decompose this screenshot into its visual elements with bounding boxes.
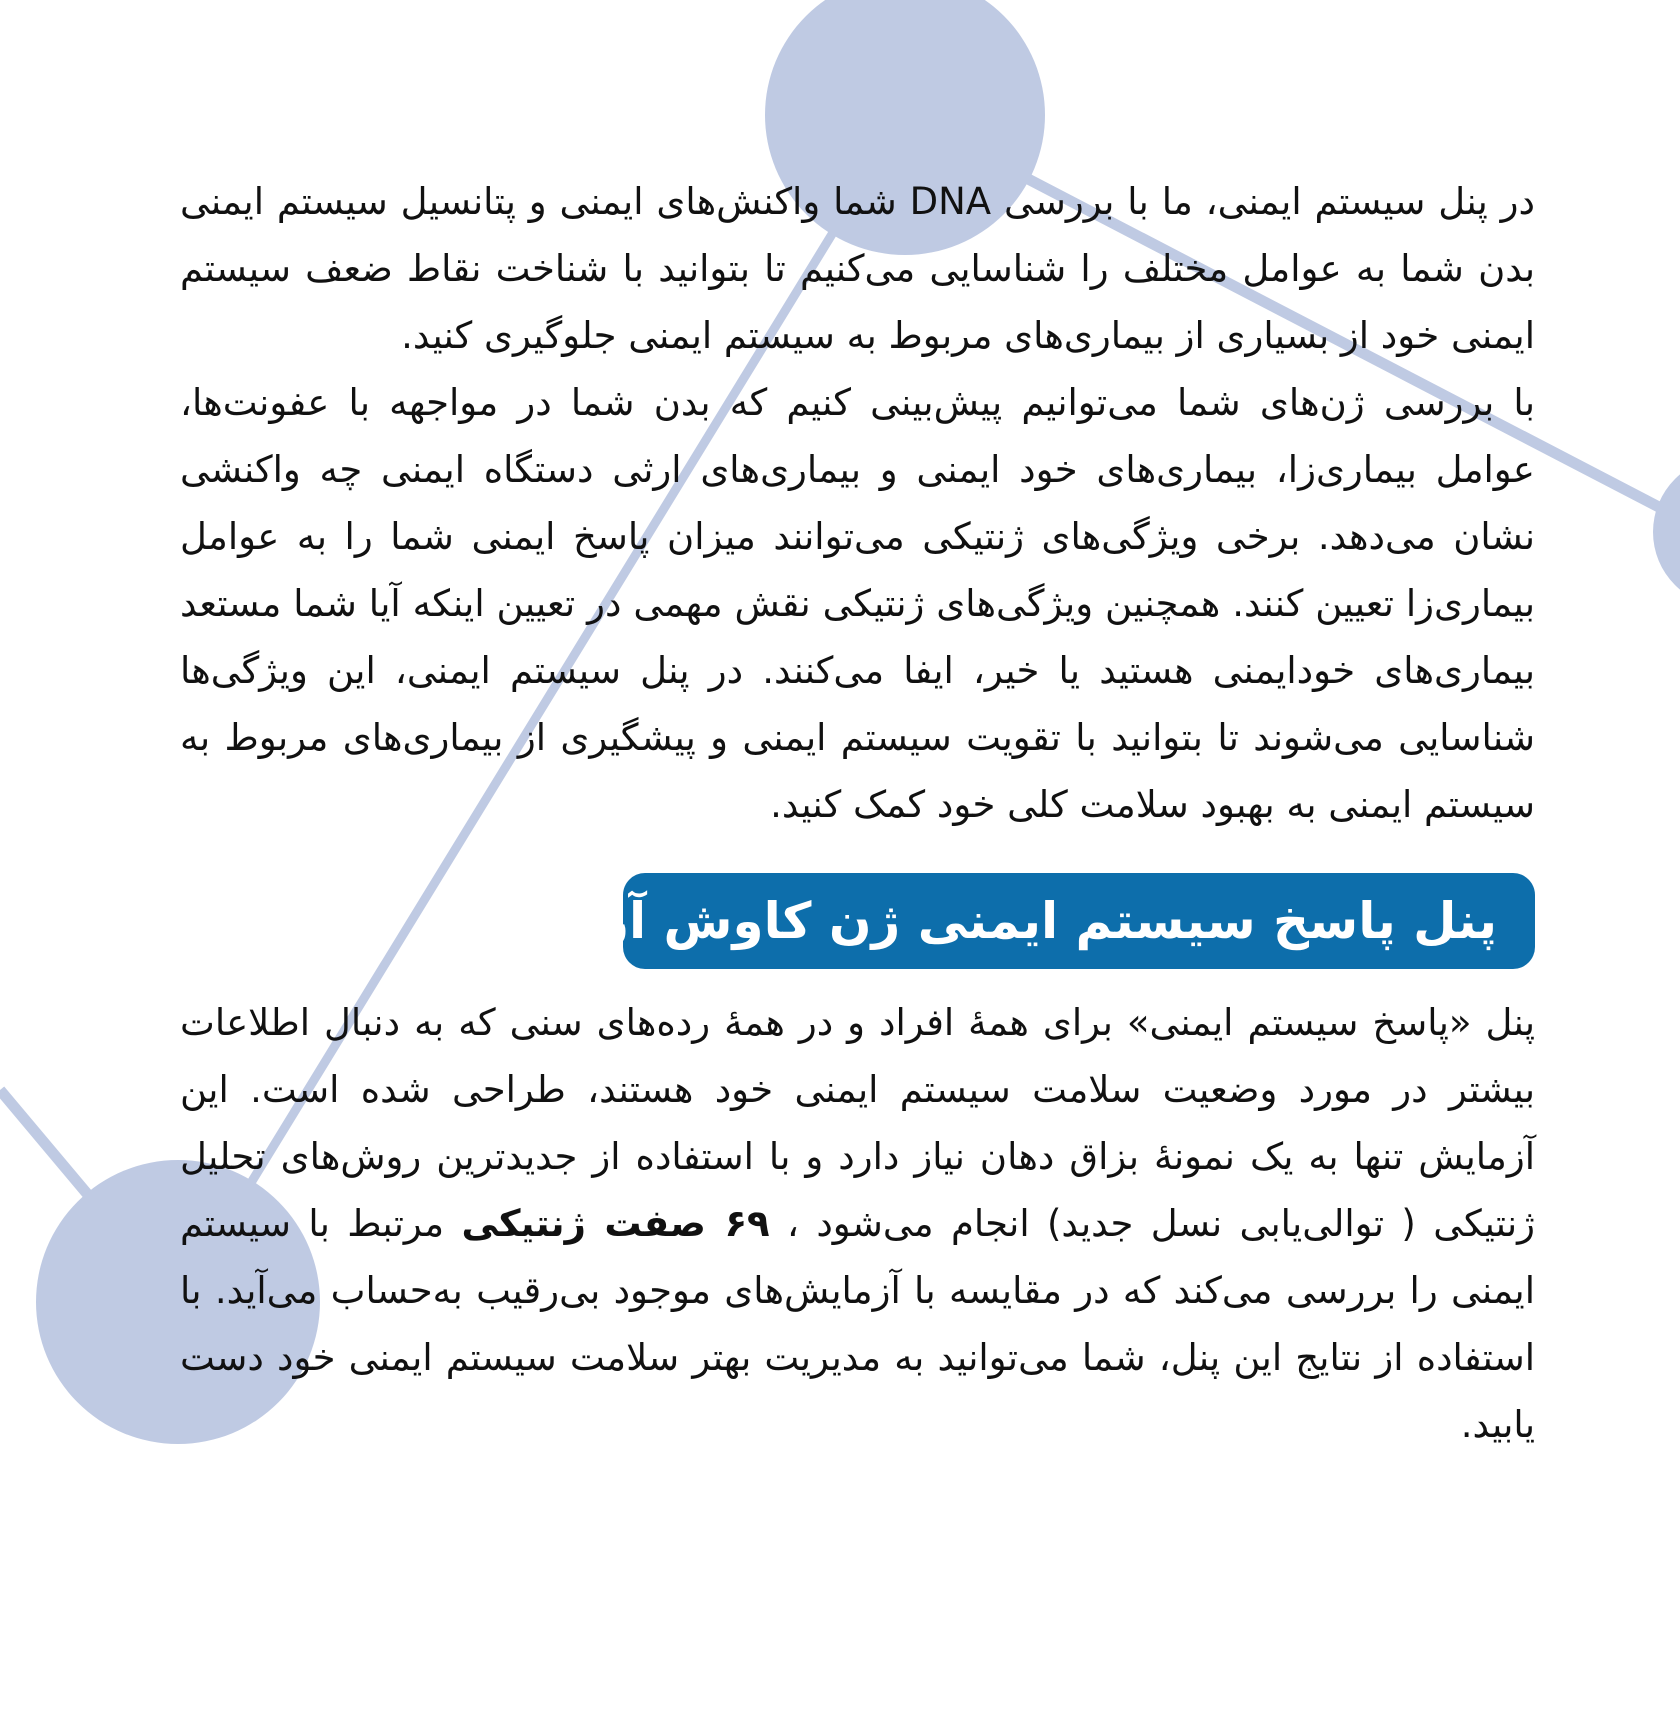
section-paragraph-text-1: پنل «پاسخ سیستم ایمنی» برای همهٔ افراد و در همهٔ رده‌های سنی که به دنبال اطلاعات بیشتر در مورد وضعیت سلامت سیستم ایمنی خود هستند، طراحی شده است. این آزمایش تنها به یک نمونهٔ بزاق دهان نیاز دارد و با استفاده از جدیدترین روش‌های تحلیل ژنتیکی ( توالی‌یابی نسل جدید) انجام می‌شود ،	[180, 1001, 1536, 1245]
section-paragraph-bold-text: ۶۹ صفت ژنتیکی	[461, 1202, 770, 1245]
section-heading-row	[180, 873, 1535, 969]
section-heading-banner	[550, 873, 1535, 969]
intro-paragraph-1: در پنل سیستم ایمنی، ما با بررسی DNA شما واکنش‌های ایمنی و پتانسیل سیستم ایمنی بدن شما به عوامل مختلف را شناسایی می‌کنیم تا بتوانید با شناخت نقاط ضعف سیستم ایمنی خود از بسیاری از بیماری‌های مربوط به سیستم ایمنی جلوگیری کنید.	[180, 180, 1536, 357]
section-paragraph-text-2: مرتبط با سیستم ایمنی را بررسی می‌کند که در مقایسه با آزمایش‌های موجود بی‌رقیب به‌حساب می‌آید. با استفاده از نتایج این پنل، شما می‌توانید به مدیریت بهتر سلامت سیستم ایمنی خود دست یابید.	[180, 1202, 1535, 1446]
intro-paragraph-2: با بررسی ژن‌های شما می‌توانیم پیش‌بینی کنیم که بدن شما در مواجهه با عفونت‌ها، عوامل بیماری‌زا، بیماری‌های خود ایمنی و بیماری‌های ارثی دستگاه ایمنی چه واکنشی نشان می‌دهد. برخی ویژگی‌های ژنتیکی می‌توانند میزان پاسخ ایمنی شما را به عوامل بیماری‌زا تعیین کنند. همچنین ویژگی‌های ژنتیکی نقش مهمی در تعیین اینکه آیا شما مستعد بیماری‌های خودایمنی هستید یا خیر، ایفا می‌کنند. در پنل سیستم ایمنی، این ویژگی‌ها شناسایی می‌شوند تا بتوانید با تقویت سیستم ایمنی و پیشگیری از بیماری‌های مربوط به سیستم ایمنی به بهبود سلامت کلی خود کمک کنید.	[180, 381, 1535, 826]
section-paragraph	[180, 989, 1535, 1458]
section-heading: پنل پاسخ سیستم ایمنی ژن کاوش آزما	[550, 892, 1497, 950]
node-circle-right-edge	[1653, 457, 1680, 607]
article-content	[180, 168, 1535, 1458]
